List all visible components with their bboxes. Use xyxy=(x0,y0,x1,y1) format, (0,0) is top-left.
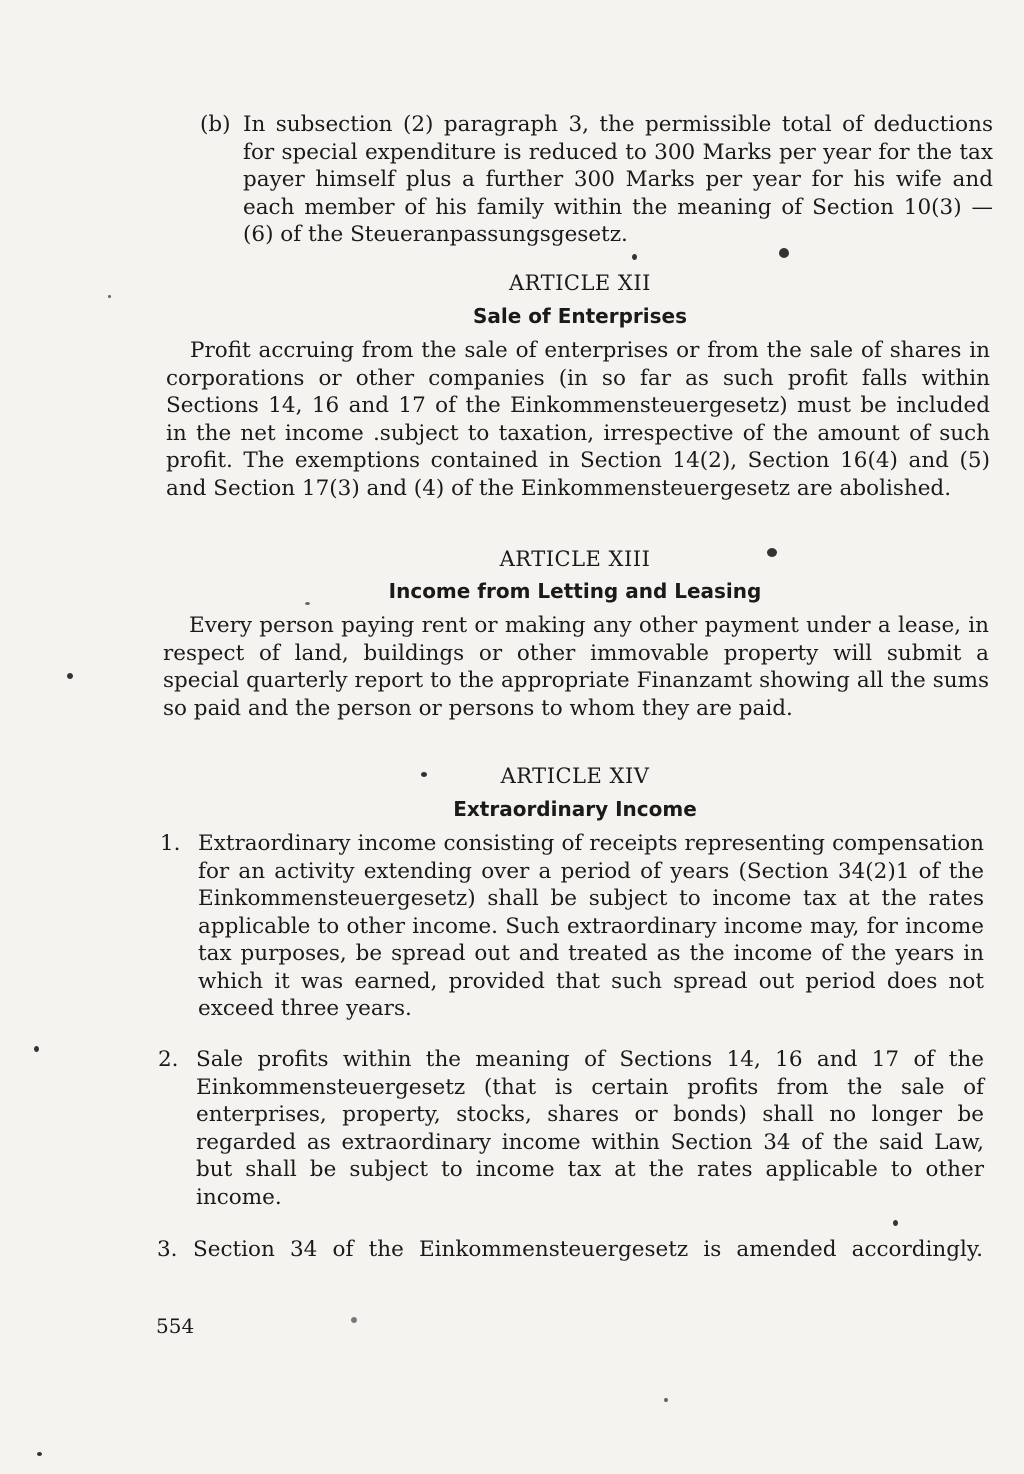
article-xiv-heading: ARTICLE XIV xyxy=(500,764,650,788)
subsection-b-text: In subsection (2) paragraph 3, the permissible total of deductions for special expenditure is reduced to 300 Marks per year for the tax payer himself plus a further 300 Marks per year for his wife and each member of his family within the meaning of Section 10(3) — (6) of the Steueranpassungsgesetz. xyxy=(243,112,993,247)
list-item-text: Extraordinary income consisting of receipts representing compensation for an activity extending over a period of years (Section 34(2)1 of the Einkommensteuergesetz) shall be subject to income tax at the rates applicable to other income. Such extraordinary income may, for income tax purposes, be spread out and treated as the income of the years in which it was earned, provided that such spread out period does not exceed three years. xyxy=(198,831,984,1021)
ink-speck xyxy=(67,673,73,679)
ink-speck xyxy=(421,772,427,777)
ink-speck xyxy=(305,602,310,605)
article-xiv-title: Extraordinary Income xyxy=(453,797,697,821)
list-item-text: Sale profits within the meaning of Sections 14, 16 and 17 of the Einkommensteuergesetz (that is certain profits from the sale of enterprises, property, stocks, shares or bonds) shall no longer be regarded as extraordinary income within Section 34 of the said Law, but shall be subject to income tax at the rates applicable to other income. xyxy=(196,1047,984,1210)
list-item-number: 1. xyxy=(160,831,181,856)
ink-speck xyxy=(34,1046,39,1052)
page-number: 554 xyxy=(156,1314,195,1338)
list-item-number: 3. xyxy=(157,1237,178,1262)
ink-speck xyxy=(632,254,637,260)
ink-speck xyxy=(664,1398,668,1402)
article-xii-heading: ARTICLE XII xyxy=(509,271,651,295)
article-xii-title: Sale of Enterprises xyxy=(473,304,687,328)
ink-speck xyxy=(767,548,777,557)
ink-speck xyxy=(779,248,789,258)
article-xiii-title: Income from Letting and Leasing xyxy=(388,579,762,603)
ink-speck xyxy=(108,295,111,298)
article-xiii-heading: ARTICLE XIII xyxy=(499,547,651,571)
subsection-label: (b) xyxy=(200,112,231,137)
list-item-text: Section 34 of the Einkommensteuergesetz is amended accordingly. xyxy=(193,1237,983,1262)
ink-speck xyxy=(37,1452,42,1456)
list-item-number: 2. xyxy=(158,1047,179,1072)
article-xii-body: Profit accruing from the sale of enterprises or from the sale of shares in corporations or other companies (in so far as such profit falls within Sections 14, 16 and 17 of the Einkommensteuergesetz) must be included in the net income .subject to taxation, irrespective of the amount of such profit. The exemptions contained in Section 14(2), Section 16(4) and (5) and Section 17(3) and (4) of the Einkommensteuergesetz are abolished. xyxy=(166,338,990,501)
ink-speck xyxy=(351,1317,357,1323)
article-xiii-body: Every person paying rent or making any other payment under a lease, in respect of land, buildings or other immovable property will submit a special quarterly report to the appropriate Finanzamt showing all the sums so paid and the person or persons to whom they are paid. xyxy=(163,613,989,721)
ink-speck xyxy=(893,1220,898,1226)
